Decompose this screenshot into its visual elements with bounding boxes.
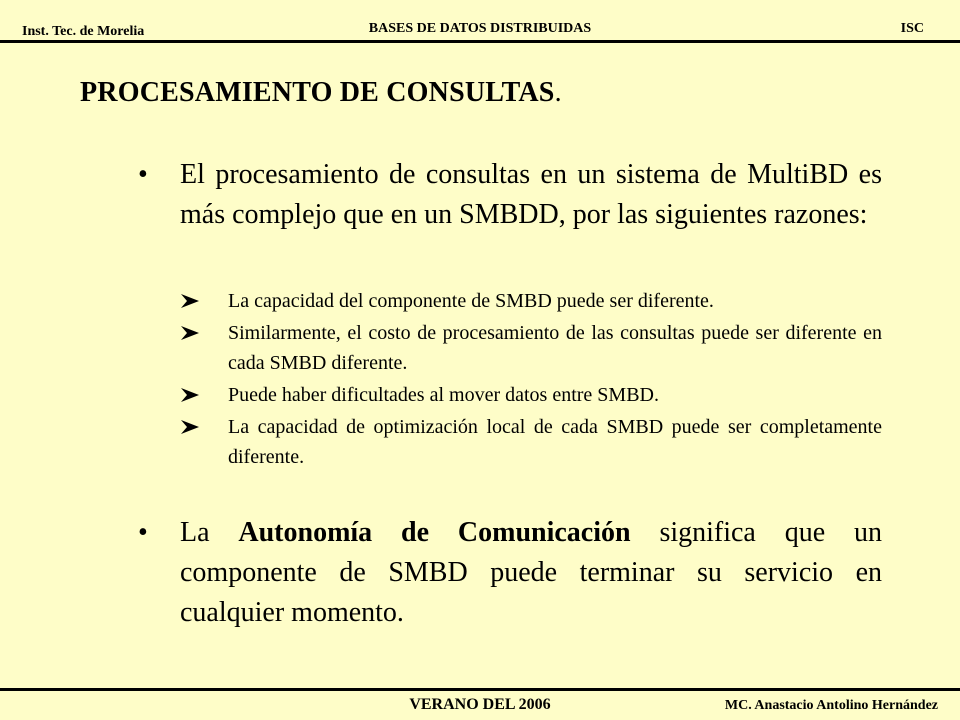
program-label: ISC <box>900 21 924 36</box>
slide-title <box>80 77 562 109</box>
institution-label: Inst. Tec. de Morelia <box>22 24 145 39</box>
bullet-text-pre: La <box>180 517 239 548</box>
author-label: MC. Anastacio Antolino Hernández <box>724 698 938 713</box>
footer-divider <box>0 688 960 691</box>
sub-list-item <box>180 286 882 316</box>
bullet-text <box>180 513 882 633</box>
slide-title-text: PROCESAMIENTO DE CONSULTAS <box>80 77 555 108</box>
bullet-item <box>138 155 882 235</box>
bullet-text: El procesamiento de consultas en un sistema de MultiBD es más complejo que en un SMBDD, por las siguientes razones: <box>180 159 882 230</box>
term-label: VERANO DEL 2006 <box>409 696 551 713</box>
bullet-icon: • <box>138 517 148 548</box>
header-divider <box>0 40 960 43</box>
arrowhead-bullet-icon <box>180 325 200 341</box>
arrowhead-bullet-icon <box>180 293 200 309</box>
arrowhead-bullet-icon <box>180 419 200 435</box>
sub-list-text: Puede haber dificultades al mover datos entre SMBD. <box>228 384 659 406</box>
sub-list-item <box>180 380 882 410</box>
bullet-item <box>138 513 882 633</box>
slide-title-period: . <box>554 77 562 108</box>
course-title: BASES DE DATOS DISTRIBUIDAS <box>368 21 592 36</box>
sub-list-item <box>180 412 882 472</box>
sub-list-text: Similarmente, el costo de procesamiento de las consultas puede ser diferente en cada SMBD diferente. <box>228 322 882 374</box>
slide-header <box>0 0 960 44</box>
bullet-text-emphasis: Autonomía de Comunicación <box>238 517 631 548</box>
bullet-text-post: significa que un componente de SMBD puede terminar su servicio en cualquier momento. <box>180 517 882 628</box>
bullet-icon: • <box>138 159 148 190</box>
sub-list-text: La capacidad del componente de SMBD puede ser diferente. <box>228 290 714 312</box>
sub-list <box>180 286 882 474</box>
sub-list-text: La capacidad de optimización local de cada SMBD puede ser completamente diferente. <box>228 416 882 468</box>
arrowhead-bullet-icon <box>180 387 200 403</box>
sub-list-item <box>180 318 882 378</box>
